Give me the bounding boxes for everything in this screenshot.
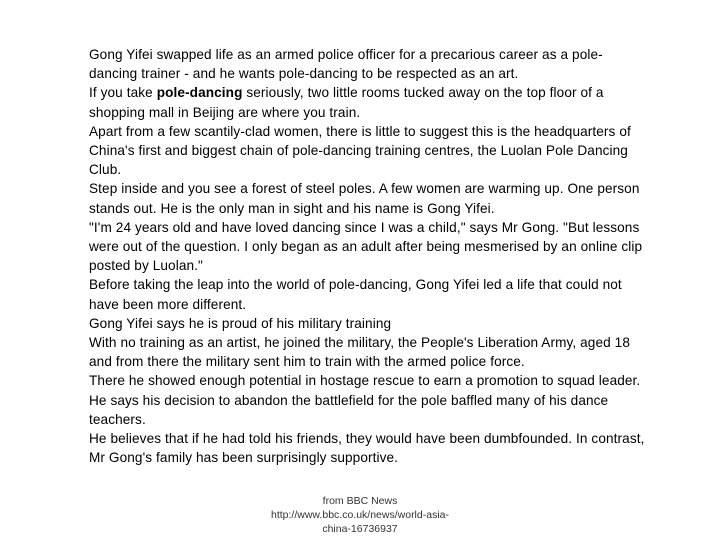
paragraph-train (89, 83, 649, 121)
article-body (89, 45, 649, 467)
paragraph-teachers: He says his decision to abandon the battlefield for the pole baffled many of his dance teachers. (89, 392, 609, 427)
source-credit (240, 494, 480, 536)
paragraph-military: With no training as an artist, he joined the military, the People's Liberation Army, aged 18 and from there the military sent him to train with the armed police force. (89, 335, 630, 370)
source-line-1: from BBC News (322, 495, 398, 507)
emphasis-pole-dancing: pole-dancing (156, 85, 243, 101)
paragraph-leap: Before taking the leap into the world of pole-dancing, Gong Yifei led a life that could not have been more different. (89, 277, 622, 312)
paragraph-step-inside: Step inside and you see a forest of steel poles. A few women are warming up. One person stands out. He is the only man in sight and his name is Gong Yifei. (89, 181, 640, 216)
paragraph-intro: Gong Yifei swapped life as an armed police officer for a precarious career as a pole-dancing trainer - and he wants pole-dancing to be respected as an art. (89, 47, 603, 82)
paragraph-quote: "I'm 24 years old and have loved dancing since I was a child," says Mr Gong. "But lessons were out of the question. I only began as an adult after being mesmerised by an online clip posted by Luolan." (89, 219, 643, 274)
paragraph-hostage: There he showed enough potential in hostage rescue to earn a promotion to squad leader. (89, 373, 641, 389)
paragraph-family: He believes that if he had told his friends, they would have been dumbfounded. In contrast, Mr Gong's family has been surprisingly supportive. (89, 431, 645, 466)
paragraph-headquarters: Apart from a few scantily-clad women, there is little to suggest this is the headquarters of China's first and biggest chain of pole-dancing training centres, the Luolan Pole Dancing Club. (89, 123, 631, 178)
source-link-continued[interactable]: china-16736937 (322, 523, 398, 535)
paragraph-train-end: seriously, two little rooms tucked away on the top floor of a shopping mall in Beijing are where you train. (89, 85, 604, 120)
paragraph-train-start: If you take (89, 85, 157, 101)
paragraph-caption: Gong Yifei says he is proud of his military training (89, 315, 392, 331)
source-link[interactable]: http://www.bbc.co.uk/news/world-asia- (271, 509, 449, 521)
